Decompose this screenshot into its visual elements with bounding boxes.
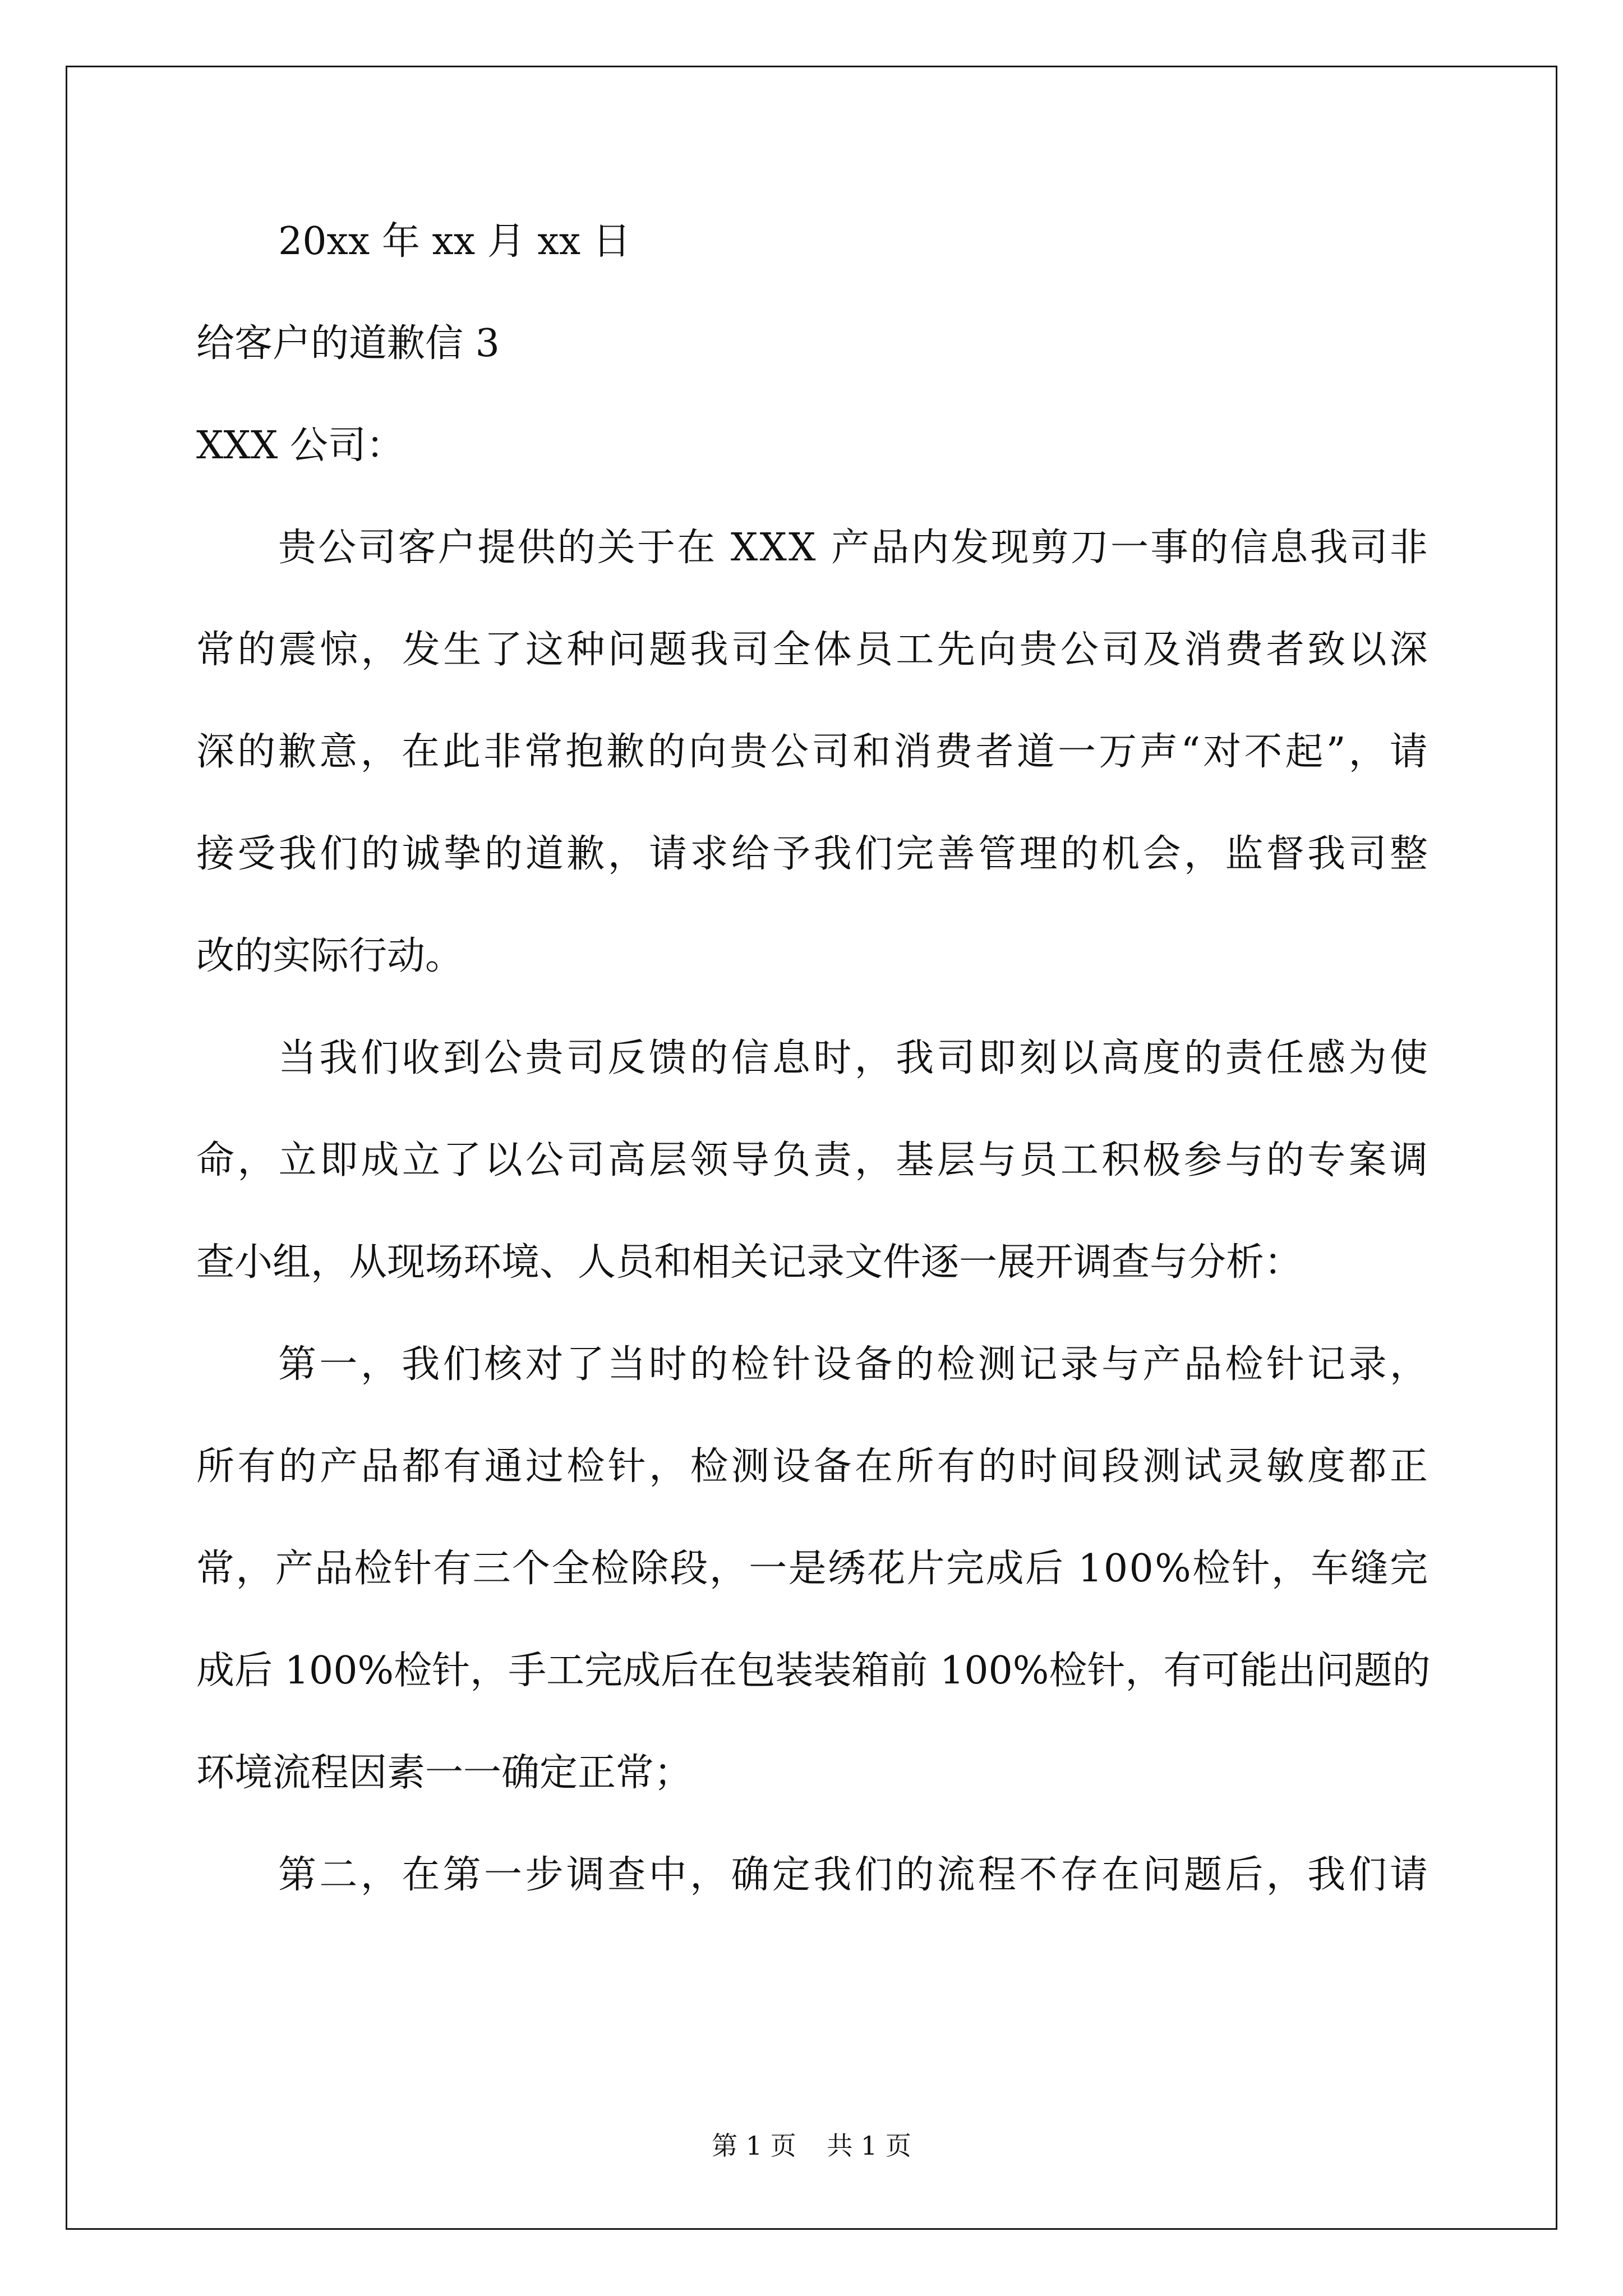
paragraph-1-line-4: 接 受 我 们 的 诚 挚 的 道 歉 ， 请 求 给 予 我 们 完 善 管 理 的 机 会 ， 监 督 我 司 整 (196, 832, 1428, 876)
paragraph-1-line-3: 深 的 歉 意 ， 在 此 非 常 抱 歉 的 向 贵 公 司 和 消 费 者 道 一 万 声 “ 对 不 起 ” ， 请 (196, 730, 1428, 774)
paragraph-4-line-1: 第 二 ， 在 第 一 步 调 查 中 ， 确 定 我 们 的 流 程 不 存 在 问 题 后 ， 我 们 请 (278, 1853, 1428, 1897)
paragraph-3-line-1: 第 一 ， 我 们 核 对 了 当 时 的 检 针 设 备 的 检 测 记 录 与 产 品 检 针 记 录 ， (278, 1342, 1428, 1387)
letter-date: 20xx 年 xx 月 xx 日 (278, 219, 631, 264)
paragraph-1-line-1: 贵 公 司 客 户 提 供 的 关 于 在 X X X 产 品 内 发 现 剪 刀 一 事 的 信 息 我 司 非 (278, 526, 1428, 570)
page-total: 共 1 页 (827, 2131, 911, 2161)
paragraph-2-line-1: 当 我 们 收 到 公 贵 司 反 馈 的 信 息 时 ， 我 司 即 刻 以 高 度 的 责 任 感 为 使 (278, 1036, 1428, 1080)
letter-salutation: XXX 公司： (196, 424, 404, 468)
paragraph-3-line-3: 常 ， 产 品 检 针 有 三 个 全 检 除 段 ， 一 是 绣 花 片 完 成 后 1 0 0 % 检 针 ， 车 缝 完 (196, 1547, 1428, 1591)
paragraph-1-line-2: 常 的 震 惊 ， 发 生 了 这 种 问 题 我 司 全 体 员 工 先 向 贵 公 司 及 消 费 者 致 以 深 (196, 628, 1428, 672)
page-footer (0, 2132, 1623, 2160)
page-number: 第 1 页 (712, 2131, 796, 2161)
paragraph-2-line-2: 命 ， 立 即 成 立 了 以 公 司 高 层 领 导 负 责 ， 基 层 与 员 工 积 极 参 与 的 专 案 调 (196, 1138, 1428, 1182)
paragraph-3-line-4: 成 后 1 0 0 % 检 针 ， 手 工 完 成 后 在 包 装 装 箱 前 1 0 0 % 检 针 ， 有 可 能 出 问 题 的 (196, 1649, 1431, 1693)
paragraph-1-line-5: 改的实际行动。 (196, 934, 464, 978)
paragraph-3-line-2: 所 有 的 产 品 都 有 通 过 检 针 ， 检 测 设 备 在 所 有 的 时 间 段 测 试 灵 敏 度 都 正 (196, 1444, 1428, 1489)
paragraph-3-line-5: 环境流程因素一一确定正常； (196, 1751, 693, 1795)
paragraph-2-line-3: 查小组，从现场环境、人员和相关记录文件逐一展开调查与分析： (196, 1240, 1303, 1285)
letter-title: 给客户的道歉信 3 (196, 321, 500, 366)
